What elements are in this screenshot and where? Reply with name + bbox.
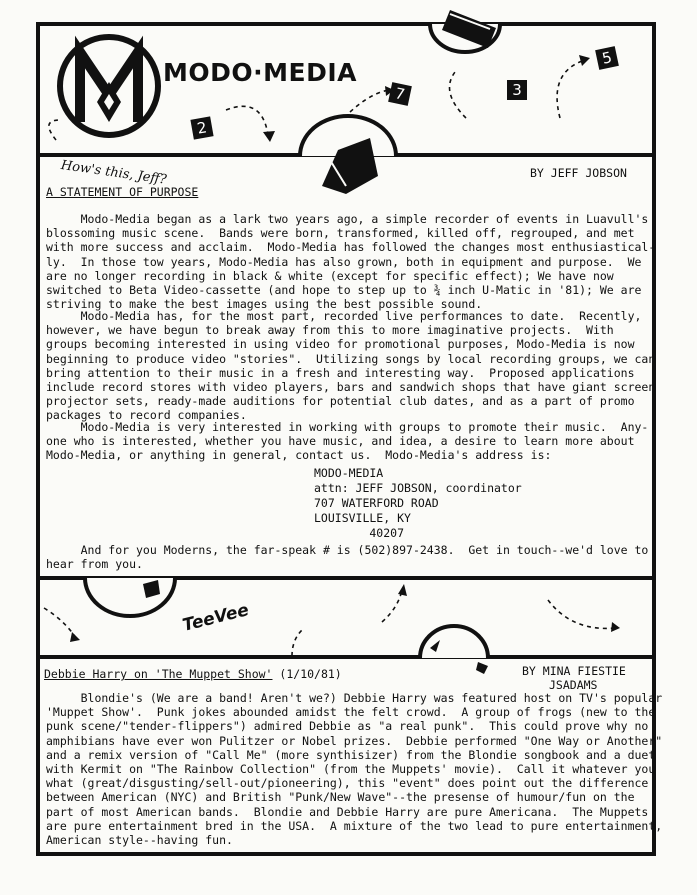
article1-closing: And for you Moderns, the far-speak # is (502)897-2438. Get in touch--we'd love to hear from you. [46,543,649,572]
address-line: attn: JEFF JOBSON, coordinator [314,481,522,495]
number-badge-7: 7 [388,82,412,106]
modo-media-logo [60,37,158,135]
address-line: LOUISVILLE, KY [314,511,411,525]
teevee-label: TeeVee [180,600,251,636]
article1-byline: BY JEFF JOBSON [530,166,627,180]
article1-paragraph-3: Modo-Media is very interested in working with groups to promote their music. Any- one who is interested, whether you have music, and idea, a desire to learn more about Modo-Media, or anything in general, contact us. Modo-Media's address is: [46,420,649,463]
masthead-title: MODO·MEDIA [163,58,357,87]
number-badge-3: 3 [507,80,527,100]
article2-date: (1/10/81) [279,667,342,681]
article2-byline [522,664,626,692]
article2-header [44,667,342,681]
article2-body: Blondie's (We are a band! Aren't we?) Debbie Harry was featured host on TV's popular 'Muppet Show'. Punk jokes abounded amidst the felt crowd. A group of frogs (new to the punk scene/"tender-flippers") admired Debbie as "a real punk". This could prove why no amphibians have ever won Pulitzer or Nobel prizes. Debbie performed "One Way or Another" and a remix version of "Call Me" (more synthisizer) from the Blondie songbook and a duet with Kermit on "The Rainbow Collection" (from the Muppets' movie). Call it whatever you what (great/disgusting/sell-out/pioneering), this "event" does point out the difference between American (NYC) and British "Punk/New Wave"--the presense of humour/fun on the part of most American bands. Blondie and Debbie Harry are pure Americana. The Muppets are pure entertainment bred in the USA. A mixture of the two lead to pure entertainment, American style--having fun. [46,691,663,848]
article2-byline-line1: BY MINA FIESTIE [522,664,626,678]
article1-paragraph-2: Modo-Media has, for the most part, recorded live performances to date. Recently, however, we have begun to break away from this to more imaginative projects. With groups becoming interested in using video for promotional purposes, Modo-Media is now beginning to produce video "stories". Utilizing songs by local recording groups, we can bring attention to their music in a fresh and interesting way. Proposed applications include record stores with video players, bars and sandwich shops that have giant screen projector sets, ready-made auditions for potential club dates, and as a part of promo packages to record companies. [46,309,656,423]
number-badge-5: 5 [595,46,619,70]
handwritten-note: How's this, Jeff? [59,158,168,188]
number-badge-2: 2 [190,116,213,139]
address-block [314,466,522,541]
address-line: 40207 [314,526,405,540]
article1-title: A STATEMENT OF PURPOSE [46,185,199,199]
article2-byline-line2: JSADAMS [549,678,598,693]
address-line: 707 WATERFORD ROAD [314,496,439,510]
article1-paragraph-1: Modo-Media began as a lark two years ago, a simple recorder of events in Luavull's blossoming music scene. Bands were born, transformed, killed off, regrouped, and met with more success and acclaim. Modo-Media has followed the changes most enthusiastical- ly. In those tow years, Modo-Media has also grown, both in equipment and purpose. We are no longer recording in black & white (except for specific effect); We have now switched to Beta Video-cassette (and hope to step up to ¾ inch U-Matic in '81); We are striving to make the best images using the best possible sound. [46,212,656,312]
address-line: MODO-MEDIA [314,466,384,480]
article2-title: Debbie Harry on 'The Muppet Show' [44,667,273,681]
